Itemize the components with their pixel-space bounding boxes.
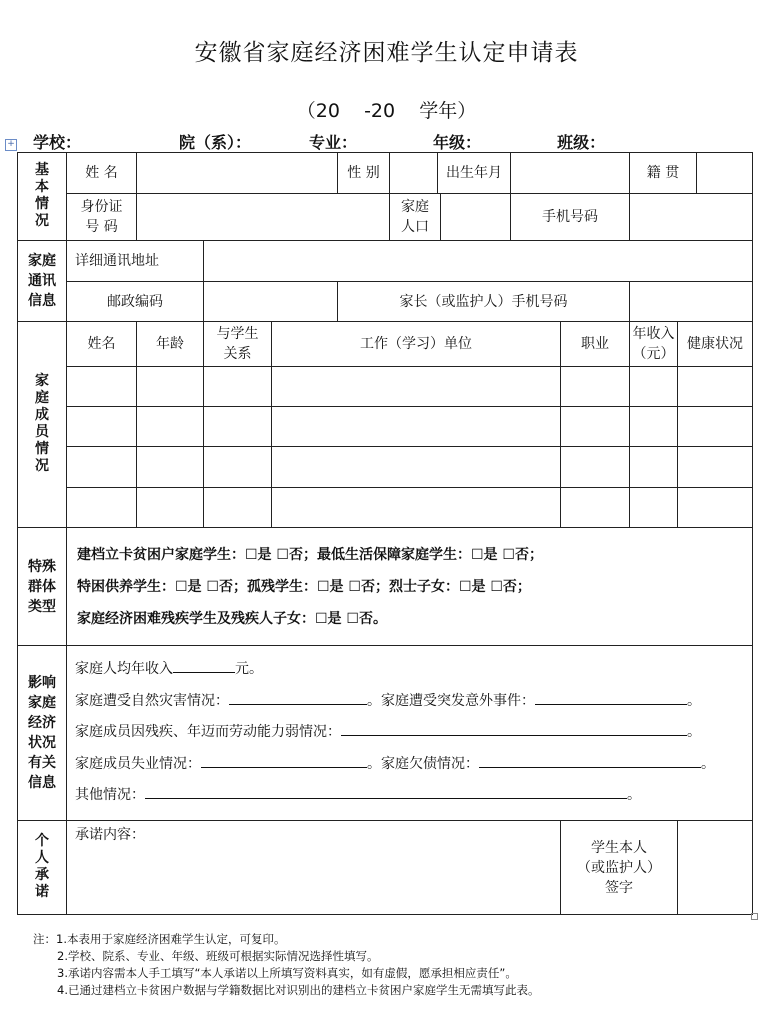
label-name: 姓 名 <box>67 153 137 194</box>
dept-field[interactable] <box>251 134 309 153</box>
section-special-group: 特殊 群体 类型 <box>18 528 67 646</box>
table-cell[interactable] <box>561 407 630 447</box>
unemployment-field[interactable] <box>201 753 367 768</box>
input-gender-and-birth-label <box>390 153 511 194</box>
table-cell[interactable] <box>204 447 272 488</box>
section-basic-info: 基本情况 <box>18 153 67 241</box>
label-address: 详细通讯地址 <box>67 241 204 282</box>
col-member-workplace: 工作（学习）单位 <box>272 322 561 367</box>
table-cell[interactable] <box>630 407 678 447</box>
class-label: 班级： <box>557 133 606 152</box>
table-cell[interactable] <box>678 447 753 488</box>
table-row <box>18 447 753 488</box>
signature-field[interactable] <box>678 821 753 915</box>
table-cell[interactable] <box>137 367 204 407</box>
table-cell[interactable] <box>67 407 137 447</box>
table-row <box>18 367 753 407</box>
input-id-number[interactable] <box>137 194 390 241</box>
note-3: 3.承诺内容需本人手工填写“本人承诺以上所填写资料真实，如有虚假，愿承担相应责任”。 <box>57 966 517 980</box>
grade-field[interactable] <box>481 134 557 153</box>
table-cell[interactable] <box>630 367 678 407</box>
table-move-handle-icon[interactable]: + <box>5 139 17 151</box>
table-cell[interactable] <box>204 407 272 447</box>
table-cell[interactable] <box>561 488 630 528</box>
table-cell[interactable] <box>561 447 630 488</box>
table-cell[interactable] <box>272 407 561 447</box>
table-cell[interactable] <box>137 447 204 488</box>
header-fields <box>33 130 681 153</box>
table-cell[interactable] <box>561 367 630 407</box>
label-guardian-phone: 家长（或监护人）手机号码 <box>338 282 630 322</box>
promise-content-field[interactable]: 承诺内容： <box>67 821 561 915</box>
section-economic-impact: 影响 家庭 经济 状况 有关 信息 <box>18 646 67 821</box>
table-cell[interactable] <box>678 407 753 447</box>
note-4: 4.已通过建档立卡贫困户数据与学籍数据比对识别出的建档立卡贫困户家庭学生无需填写此表。 <box>57 983 540 997</box>
note-2: 2.学校、院系、专业、年级、班级可根据实际情况选择性填写。 <box>57 949 379 963</box>
col-member-age: 年龄 <box>137 322 204 367</box>
col-member-health: 健康状况 <box>678 322 753 367</box>
table-cell[interactable] <box>630 447 678 488</box>
table-resize-handle-icon[interactable] <box>751 913 758 920</box>
col-member-job: 职业 <box>561 322 630 367</box>
disaster-field[interactable] <box>229 690 367 705</box>
special-line-1[interactable]: 建档立卡贫困户家庭学生：☐是 ☐否；最低生活保障家庭学生：☐是 ☐否； <box>77 546 543 563</box>
table-cell[interactable] <box>272 367 561 407</box>
major-label: 专业： <box>309 133 358 152</box>
notes <box>33 931 539 999</box>
label-household-size: 家庭 人口 <box>390 194 511 241</box>
section-family-members: 家庭成员情况 <box>18 322 67 528</box>
input-birth[interactable] <box>511 153 630 194</box>
school-field[interactable] <box>81 134 179 153</box>
section-contact-info: 家庭 通讯 信息 <box>18 241 67 322</box>
input-name[interactable] <box>137 153 338 194</box>
income-field[interactable] <box>173 658 235 673</box>
label-id-number: 身份证 号 码 <box>67 194 137 241</box>
school-label: 学校： <box>33 133 82 152</box>
economic-impact-fields: 家庭人均年收入 元。 家庭遭受自然灾害情况： 。家庭遭受突发意外事件： 。 家庭成员因残疾、年迈而劳动能力弱情况： 。 家庭成员失业情况： 。家庭欠债情况： 。 其他情况： 。 <box>67 646 753 821</box>
col-member-income: 年收入 （元） <box>630 322 678 367</box>
label-mobile: 手机号码 <box>511 194 630 241</box>
note-1: 注：1.本表用于家庭经济困难学生认定，可复印。 <box>33 932 286 946</box>
label-signature: 学生本人 （或监护人） 签字 <box>561 821 678 915</box>
table-cell[interactable] <box>137 407 204 447</box>
major-field[interactable] <box>357 134 433 153</box>
table-cell[interactable] <box>204 367 272 407</box>
class-field[interactable] <box>605 134 681 153</box>
table-cell[interactable] <box>67 367 137 407</box>
input-postcode[interactable] <box>204 282 338 322</box>
label-birth: 出生年月 <box>446 165 503 181</box>
table-cell[interactable] <box>272 447 561 488</box>
input-gender[interactable] <box>390 153 438 193</box>
input-guardian-phone[interactable] <box>630 282 753 322</box>
col-member-name: 姓名 <box>67 322 137 367</box>
table-row <box>18 407 753 447</box>
section-personal-promise: 个人承诺 <box>18 821 67 915</box>
col-member-relation: 与学生 关系 <box>204 322 272 367</box>
table-cell[interactable] <box>137 488 204 528</box>
input-native[interactable] <box>697 153 753 194</box>
debt-field[interactable] <box>479 753 701 768</box>
table-cell[interactable] <box>678 367 753 407</box>
input-address[interactable] <box>204 241 753 282</box>
label-native: 籍 贯 <box>630 153 697 194</box>
label-postcode: 邮政编码 <box>67 282 204 322</box>
table-cell[interactable] <box>630 488 678 528</box>
input-household-size[interactable] <box>441 194 510 240</box>
table-cell[interactable] <box>272 488 561 528</box>
labor-field[interactable] <box>341 721 687 736</box>
accident-field[interactable] <box>535 690 687 705</box>
other-field[interactable] <box>145 784 627 799</box>
special-group-options[interactable] <box>67 528 753 646</box>
table-cell[interactable] <box>67 447 137 488</box>
special-line-3[interactable]: 家庭经济困难残疾学生及残疾人子女：☐是 ☐否。 <box>77 610 387 627</box>
table-cell[interactable] <box>67 488 137 528</box>
table-cell[interactable] <box>678 488 753 528</box>
input-mobile[interactable] <box>630 194 753 241</box>
form-title: 安徽省家庭经济困难学生认定申请表 <box>194 40 579 66</box>
label-gender: 性 别 <box>338 153 390 194</box>
grade-label: 年级： <box>433 133 482 152</box>
special-line-2[interactable]: 特困供养学生：☐是 ☐否；孤残学生：☐是 ☐否；烈士子女：☐是 ☐否； <box>77 578 531 595</box>
dept-label: 院（系）： <box>179 133 252 152</box>
table-cell[interactable] <box>204 488 272 528</box>
table-row <box>18 488 753 528</box>
academic-year-line: （20 -20 学年） <box>296 100 477 122</box>
application-form-table <box>17 152 753 915</box>
